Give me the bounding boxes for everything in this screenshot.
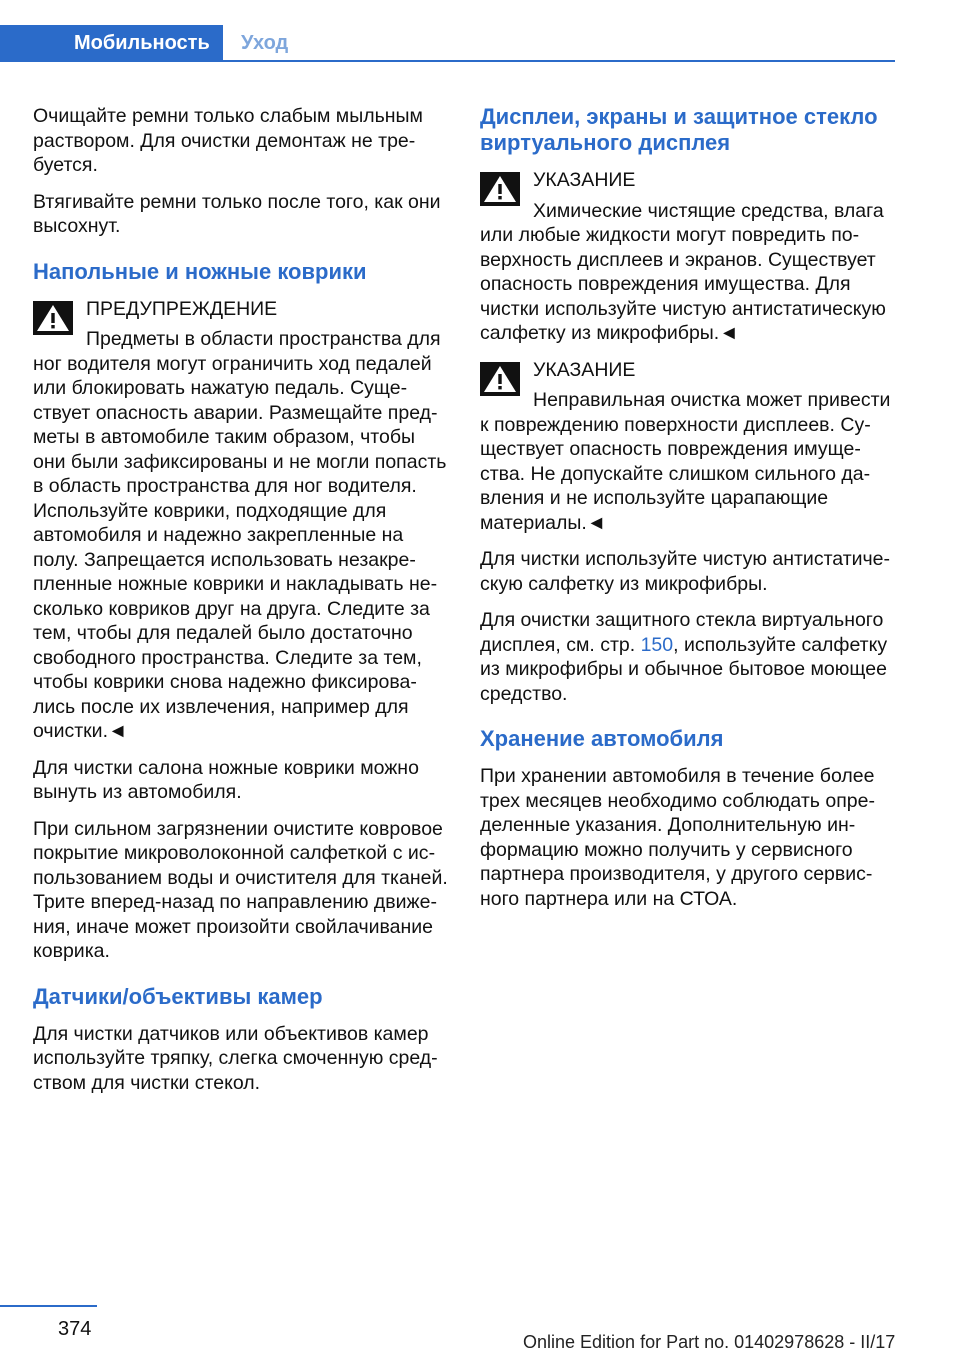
notice-label-1: УКАЗАНИЕ <box>533 169 636 191</box>
notice-block-2 <box>480 358 896 536</box>
left-column <box>33 104 449 1107</box>
notice-text-2: Неправильная очистка может привести к повреждению поверхности дисплеев. Существует опасность повреждения имущества. Не допускайте слишком сильного давления и не используйте царапающие материалы.◄ <box>480 389 891 534</box>
display-cleaning-text: Для чистки используйте чистую антистатическую салфетку из микрофибры. <box>480 548 891 595</box>
sensors-heading: Датчики/объективы камер <box>33 983 323 1009</box>
floor-mats-heading: Напольные и ножные коврики <box>33 258 367 284</box>
hud-glass-text <box>480 608 896 706</box>
storage-text: При хранении автомобиля в течение более трех месяцев необходимо соблюдать определенные указания. Дополнительную информацию можно получить у сервисного партнера производителя, у другого сервисного партнера или на СТОА. <box>480 765 875 910</box>
warning-text: Предметы в области пространства для ног водителя могут ограничить ход педалей или блокировать нажатую педаль. Существует опасность аварии. Размещайте предметы в автомобиле таким образом, чтобы они были зафиксированы и не могли попасть в область пространства для ног водителя. Используйте коврики, подходящие для автомобиля и надежно закрепленные на полу. Запрещается использовать незакрепленные ножные коврики и накладывать несколько ковриков друг на друга. Следите за тем, чтобы для педалей было достаточно свободного пространства. Следите за тем, чтобы коврики снова надежно фиксировались после их извлечения, например для очистки.◄ <box>33 328 447 742</box>
warning-block <box>33 297 449 744</box>
hud-glass-text-b: , используйте салфетку из микрофибры и обычное бытовое моющее средство. <box>480 633 888 705</box>
notice-block-1 <box>480 168 896 346</box>
warning-icon <box>33 301 73 335</box>
storage-heading: Хранение автомобиля <box>480 726 724 751</box>
right-column <box>480 104 896 923</box>
belt-retract-text: Втягивайте ремни только после того, как они высохнут. <box>33 190 441 237</box>
hud-glass-text-a: Для очистки защитного стекла виртуального дисплея, см. стр. <box>480 609 884 656</box>
section-tab-care: Уход <box>241 32 289 54</box>
section-tab-mobility: Мобильность <box>0 25 223 62</box>
warning-icon <box>480 362 520 396</box>
mats-removal-text: Для чистки салона ножные коврики можно вынуть из автомобиля. <box>33 756 419 803</box>
page-number: 374 <box>58 1318 92 1340</box>
displays-heading: Дисплеи, экраны и защитное стекло виртуального дисплея <box>480 104 878 155</box>
header-rule <box>223 60 895 62</box>
warning-label: ПРЕДУПРЕЖДЕНИЕ <box>86 297 278 320</box>
warning-icon <box>480 172 520 206</box>
sensors-text: Для чистки датчиков или объективов камер используйте тряпку, слегка смоченную средством для чистки стекол. <box>33 1022 438 1094</box>
page-link-150[interactable]: 150 <box>640 633 674 656</box>
belt-cleaning-text: Очищайте ремни только слабым мыльным раствором. Для очистки демонтаж не требуется. <box>33 105 423 176</box>
page-header <box>0 0 960 62</box>
carpet-cleaning-text: При сильном загрязнении очистите ковровое покрытие микроволоконной салфеткой с использованием воды и очистителя для тканей. Трите вперед-назад по направлению движения, иначе может произойти свойлачивание коврика. <box>33 817 448 962</box>
footer-rule <box>0 1305 97 1307</box>
notice-label-2: УКАЗАНИЕ <box>533 358 636 381</box>
edition-text: Online Edition for Part no. 01402978628 - II/17 <box>523 1332 896 1352</box>
notice-text-1: Химические чистящие средства, влага или любые жидкости могут повредить поверхность дисплеев и экранов. Существует опасность повреждения имущества. Для чистки используйте чистую антистатическую салфетку из микрофибры.◄ <box>480 199 886 344</box>
